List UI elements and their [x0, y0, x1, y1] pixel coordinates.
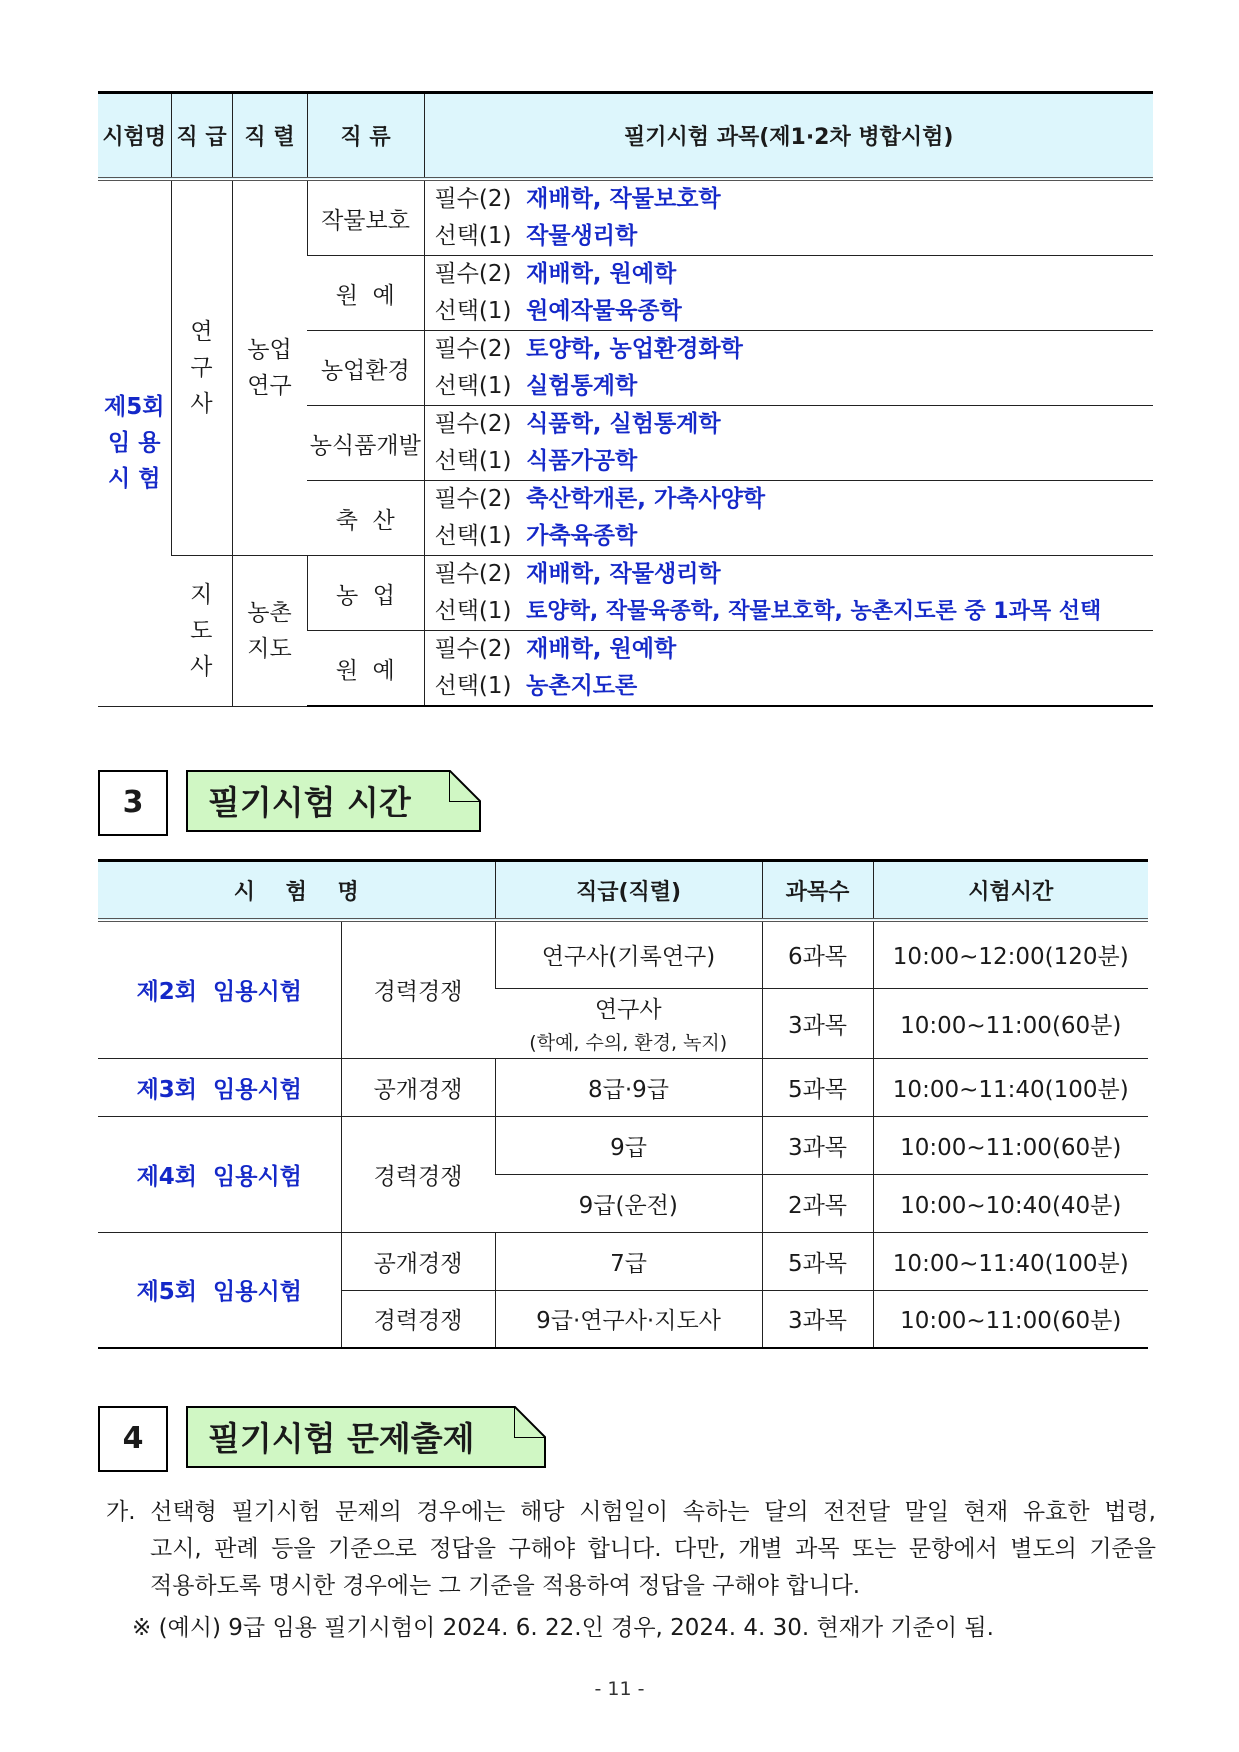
table-row	[98, 179, 1153, 256]
grade-research-cell	[171, 179, 232, 556]
table-row	[98, 920, 1148, 988]
required-label: 필수(2)	[434, 261, 512, 287]
required-label: 필수(2)	[434, 411, 512, 437]
count-cell: 3과목	[762, 1116, 873, 1174]
required-subjects: 재배학, 원예학	[526, 636, 677, 662]
subjects-cell	[424, 256, 1153, 331]
kind-cell: 원 예	[307, 256, 424, 331]
time-cell: 10:00~12:00(120분)	[873, 920, 1148, 988]
paragraph-line: 적용하도록 명시한 경우에는 그 기준을 적용하여 정답을 구해야 합니다.	[150, 1573, 861, 1599]
grade-cell: 7급	[495, 1232, 762, 1290]
optional-subjects: 가축육종학	[526, 523, 638, 549]
required-subjects: 재배학, 작물생리학	[526, 561, 721, 587]
folded-corner-icon	[449, 770, 481, 802]
series-line: 연구	[247, 373, 292, 399]
optional-label: 선택(1)	[434, 523, 512, 549]
header-exam-name: 시 험 명	[98, 861, 495, 921]
header-kind: 직 류	[307, 93, 424, 180]
exam-subjects-table	[98, 91, 1153, 707]
grade-line: 사	[190, 653, 213, 680]
grade-line: 도	[190, 617, 213, 644]
series-line: 농업	[247, 337, 292, 363]
time-cell: 10:00~10:40(40분)	[873, 1174, 1148, 1232]
optional-subjects: 원예작물육종학	[526, 298, 682, 324]
optional-label: 선택(1)	[434, 223, 512, 249]
optional-subjects: 농촌지도론	[526, 673, 638, 699]
optional-label: 선택(1)	[434, 298, 512, 324]
optional-subjects: 작물생리학	[526, 223, 638, 249]
exam-name-cell: 제2회 임용시험	[98, 920, 341, 1058]
subjects-cell	[424, 556, 1153, 631]
header-grade: 직 급	[171, 93, 232, 180]
table-row	[98, 1232, 1148, 1290]
series-research-cell	[232, 179, 307, 556]
time-cell: 10:00~11:40(100분)	[873, 1232, 1148, 1290]
optional-label: 선택(1)	[434, 448, 512, 474]
optional-label: 선택(1)	[434, 373, 512, 399]
exam-name-line: 시 험	[108, 466, 161, 493]
optional-subjects: 토양학, 작물육종학, 작물보호학, 농촌지도론 중 1과목 선택	[526, 599, 1102, 624]
grade-line: 지	[190, 581, 213, 608]
count-cell: 6과목	[762, 920, 873, 988]
optional-subjects: 식품가공학	[526, 448, 638, 474]
grade-cell	[495, 988, 762, 1058]
grade-cell: 연구사(기록연구)	[495, 920, 762, 988]
required-subjects: 재배학, 원예학	[526, 261, 677, 287]
exam-type-cell: 경력경쟁	[341, 1116, 495, 1232]
grade-detail: (학예, 수의, 환경, 녹지)	[529, 1032, 728, 1054]
required-subjects: 축산학개론, 가축사양학	[526, 486, 766, 512]
grade-cell: 9급·연구사·지도사	[495, 1290, 762, 1348]
header-time: 시험시간	[873, 861, 1148, 921]
kind-cell: 작물보호	[307, 179, 424, 256]
table-header-row	[98, 861, 1148, 921]
count-cell: 5과목	[762, 1058, 873, 1116]
optional-label: 선택(1)	[434, 673, 512, 699]
series-line: 지도	[247, 635, 292, 662]
paragraph-line: 고시, 판례 등을 기준으로 정답을 구해야 합니다. 다만, 개별 과목 또는 문항에서 별도의 기준을	[150, 1536, 1156, 1562]
header-series: 직 렬	[232, 93, 307, 180]
required-subjects: 재배학, 작물보호학	[526, 186, 721, 212]
exam-name-cell: 제4회 임용시험	[98, 1116, 341, 1232]
optional-label: 선택(1)	[434, 598, 512, 624]
grade-guide-cell	[171, 556, 232, 707]
kind-cell: 축 산	[307, 481, 424, 556]
kind-cell: 농업환경	[307, 331, 424, 406]
required-label: 필수(2)	[434, 186, 512, 212]
exam-type-cell: 경력경쟁	[341, 1290, 495, 1348]
exam-name-cell	[98, 179, 171, 706]
count-cell: 2과목	[762, 1174, 873, 1232]
header-exam: 시험명	[98, 93, 171, 180]
subjects-cell	[424, 406, 1153, 481]
grade-line: 구	[190, 355, 213, 381]
example-note: ※ (예시) 9급 임용 필기시험이 2024. 6. 22.인 경우, 2024. 4. 30. 현재가 기준이 됨.	[132, 1615, 994, 1641]
required-subjects: 식품학, 실험통계학	[526, 411, 721, 437]
section-4-number: 4	[98, 1406, 168, 1472]
exam-type-cell: 공개경쟁	[341, 1232, 495, 1290]
time-cell: 10:00~11:40(100분)	[873, 1058, 1148, 1116]
required-label: 필수(2)	[434, 336, 512, 362]
required-label: 필수(2)	[434, 561, 512, 587]
section-4-title	[186, 1406, 546, 1468]
exam-time-table	[98, 859, 1148, 1349]
subjects-cell	[424, 179, 1153, 256]
time-cell: 10:00~11:00(60분)	[873, 1116, 1148, 1174]
table-row	[98, 556, 1153, 631]
page-number: - 11 -	[594, 1678, 645, 1700]
subjects-cell	[424, 481, 1153, 556]
required-label: 필수(2)	[434, 636, 512, 662]
kind-cell: 농식품개발	[307, 406, 424, 481]
count-cell: 3과목	[762, 988, 873, 1058]
folded-corner-icon	[514, 1406, 546, 1438]
grade-line: 사	[190, 391, 213, 417]
section-4-title-text: 필기시험 문제출제	[208, 1419, 475, 1458]
required-label: 필수(2)	[434, 486, 512, 512]
header-count: 과목수	[762, 861, 873, 921]
exam-name-line: 제5회	[104, 394, 165, 421]
required-subjects: 토양학, 농업환경화학	[526, 336, 743, 362]
time-cell: 10:00~11:00(60분)	[873, 1290, 1148, 1348]
exam-name-cell: 제5회 임용시험	[98, 1232, 341, 1348]
count-cell: 5과목	[762, 1232, 873, 1290]
header-subjects: 필기시험 과목(제1·2차 병합시험)	[424, 93, 1153, 180]
kind-cell: 농 업	[307, 556, 424, 631]
table-row	[98, 1116, 1148, 1174]
count-cell: 3과목	[762, 1290, 873, 1348]
subjects-cell	[424, 331, 1153, 406]
optional-subjects: 실험통계학	[526, 373, 638, 399]
series-line: 농촌	[247, 599, 292, 626]
paragraph-line: 가. 선택형 필기시험 문제의 경우에는 해당 시험일이 속하는 달의 전전달 말일 현재 유효한 법령,	[106, 1499, 1156, 1525]
series-guide-cell	[232, 556, 307, 707]
table-row	[98, 1058, 1148, 1116]
grade-line: 연	[190, 319, 213, 345]
grade-cell: 9급	[495, 1116, 762, 1174]
table-header-row	[98, 93, 1153, 180]
time-cell: 10:00~11:00(60분)	[873, 988, 1148, 1058]
exam-type-cell: 공개경쟁	[341, 1058, 495, 1116]
grade-main: 연구사	[594, 997, 662, 1023]
section-3-title	[186, 770, 481, 832]
exam-type-cell: 경력경쟁	[341, 920, 495, 1058]
section-3-number: 3	[98, 770, 168, 836]
subjects-cell	[424, 631, 1153, 707]
section-3-title-text: 필기시험 시간	[208, 783, 411, 822]
grade-cell: 9급(운전)	[495, 1174, 762, 1232]
exam-name-line: 임 용	[108, 430, 161, 457]
kind-cell: 원 예	[307, 631, 424, 707]
header-grade: 직급(직렬)	[495, 861, 762, 921]
grade-cell: 8급·9급	[495, 1058, 762, 1116]
exam-name-cell: 제3회 임용시험	[98, 1058, 341, 1116]
